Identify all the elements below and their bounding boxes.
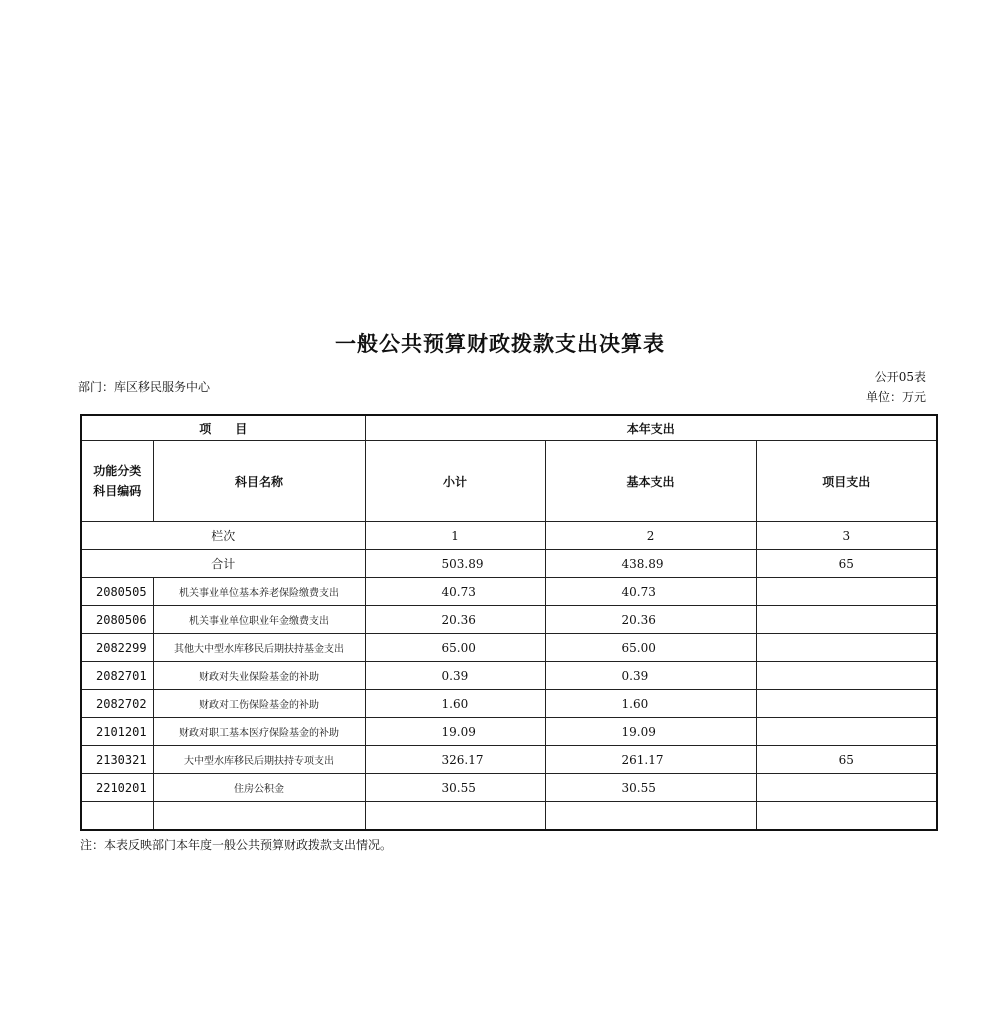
row-code: 2080505 — [81, 578, 153, 606]
table-row — [81, 634, 937, 662]
row-subject-name: 大中型水库移民后期扶持专项支出 — [153, 746, 365, 774]
row-subject-name: 住房公积金 — [153, 774, 365, 802]
row-subtotal: 20.36 — [365, 606, 545, 634]
table-row — [81, 774, 937, 802]
header-current-year: 本年支出 — [365, 415, 937, 441]
table-row — [81, 606, 937, 634]
header-row-1 — [81, 415, 937, 441]
row-project — [756, 606, 937, 634]
table-row — [81, 802, 937, 831]
header-row-2 — [81, 441, 937, 522]
row-subject-name: 财政对失业保险基金的补助 — [153, 662, 365, 690]
row-subject-name: 机关事业单位基本养老保险缴费支出 — [153, 578, 365, 606]
header-code — [81, 441, 153, 522]
column-order-row — [81, 522, 937, 550]
row-subtotal: 0.39 — [365, 662, 545, 690]
column-order-1: 1 — [365, 522, 545, 550]
row-basic: 30.55 — [545, 774, 756, 802]
row-basic: 65.00 — [545, 634, 756, 662]
row-project — [756, 662, 937, 690]
header-subject-name: 科目名称 — [153, 441, 365, 522]
header-code-line2: 科目编码 — [93, 484, 142, 498]
row-subject-name — [153, 802, 365, 831]
row-project — [756, 578, 937, 606]
row-project — [756, 774, 937, 802]
row-project: 65 — [756, 746, 937, 774]
row-basic: 40.73 — [545, 578, 756, 606]
table-row — [81, 662, 937, 690]
column-order-3: 3 — [756, 522, 937, 550]
row-basic — [545, 802, 756, 831]
form-number: 公开05表 — [874, 370, 926, 384]
row-subtotal: 65.00 — [365, 634, 545, 662]
row-basic: 0.39 — [545, 662, 756, 690]
table-row — [81, 718, 937, 746]
table-row — [81, 746, 937, 774]
row-subject-name: 财政对职工基本医疗保险基金的补助 — [153, 718, 365, 746]
row-basic: 261.17 — [545, 746, 756, 774]
row-code: 2210201 — [81, 774, 153, 802]
row-code: 2082299 — [81, 634, 153, 662]
header-item: 项 目 — [81, 415, 365, 441]
row-code — [81, 802, 153, 831]
row-subtotal: 1.60 — [365, 690, 545, 718]
column-order-2: 2 — [545, 522, 756, 550]
row-project — [756, 634, 937, 662]
row-subtotal: 19.09 — [365, 718, 545, 746]
total-project: 65 — [756, 550, 937, 578]
total-row — [81, 550, 937, 578]
total-label: 合计 — [81, 550, 365, 578]
unit-label: 单位：万元 — [865, 390, 926, 404]
row-subtotal: 30.55 — [365, 774, 545, 802]
department-label: 部门：库区移民服务中心 — [78, 380, 211, 394]
header-code-line1: 功能分类 — [93, 464, 142, 478]
row-subject-name: 财政对工伤保险基金的补助 — [153, 690, 365, 718]
header-basic: 基本支出 — [545, 441, 756, 522]
column-order-label: 栏次 — [81, 522, 365, 550]
row-subtotal: 40.73 — [365, 578, 545, 606]
row-project — [756, 690, 937, 718]
total-subtotal: 503.89 — [365, 550, 545, 578]
row-project — [756, 718, 937, 746]
header-project: 项目支出 — [756, 441, 937, 522]
table-row — [81, 690, 937, 718]
header-subtotal: 小计 — [365, 441, 545, 522]
table-body — [81, 578, 937, 831]
row-code: 2130321 — [81, 746, 153, 774]
row-code: 2082701 — [81, 662, 153, 690]
row-subtotal: 326.17 — [365, 746, 545, 774]
expenditure-table — [80, 414, 938, 831]
footnote: 注：本表反映部门本年度一般公共预算财政拨款支出情况。 — [80, 838, 393, 852]
row-subtotal — [365, 802, 545, 831]
row-basic: 19.09 — [545, 718, 756, 746]
total-basic: 438.89 — [545, 550, 756, 578]
row-code: 2101201 — [81, 718, 153, 746]
row-basic: 1.60 — [545, 690, 756, 718]
table-row — [81, 578, 937, 606]
row-subject-name: 机关事业单位职业年金缴费支出 — [153, 606, 365, 634]
row-code: 2082702 — [81, 690, 153, 718]
page-title: 一般公共预算财政拨款支出决算表 — [335, 332, 665, 356]
row-project — [756, 802, 937, 831]
row-basic: 20.36 — [545, 606, 756, 634]
row-subject-name: 其他大中型水库移民后期扶持基金支出 — [153, 634, 365, 662]
row-code: 2080506 — [81, 606, 153, 634]
